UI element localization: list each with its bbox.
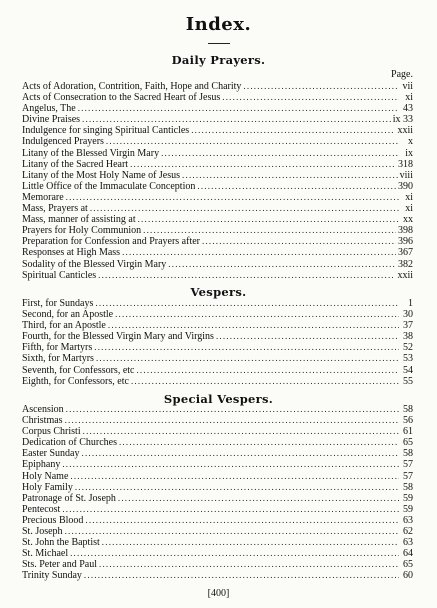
index-entry	[22, 259, 413, 270]
entry-page-number: 53	[403, 353, 413, 365]
index-entry	[22, 570, 413, 581]
dot-leader	[106, 136, 399, 147]
entry-page-number: 57	[403, 459, 413, 471]
dot-leader	[90, 203, 399, 214]
entry-page-number: xxii	[397, 269, 413, 281]
entry-label: Holy Name	[22, 470, 69, 482]
entry-page-number: 382	[398, 258, 413, 270]
entry-page-number: 59	[403, 492, 413, 504]
dot-leader	[243, 81, 399, 92]
index-entry	[22, 298, 413, 309]
entry-label: St. Michael	[22, 548, 69, 560]
entry-label: Indulgenced Prayers	[22, 136, 104, 148]
entry-page-number: 367	[398, 247, 413, 259]
dot-leader	[222, 92, 399, 103]
entry-page-number: 59	[403, 503, 413, 515]
dot-leader	[168, 259, 396, 270]
entry-page-number: 63	[403, 514, 413, 526]
index-entry	[22, 214, 413, 225]
index-entry	[22, 236, 413, 247]
dot-leader	[66, 404, 399, 415]
index-entry	[22, 548, 413, 559]
index-entry	[22, 353, 413, 364]
index-entry	[22, 376, 413, 387]
dot-leader	[83, 426, 399, 437]
index-entry	[22, 148, 413, 159]
dot-leader	[82, 448, 400, 459]
entry-label: Sixth, for Martyrs	[22, 353, 94, 365]
entry-page-number: ix 33	[392, 114, 413, 126]
entry-page-number: 61	[403, 426, 413, 438]
index-entry	[22, 81, 413, 92]
entry-label: Acts of Consecration to the Sacred Heart of Jesus	[22, 92, 221, 104]
index-entry	[22, 448, 413, 459]
index-entry	[22, 459, 413, 470]
entry-page-number: ix	[405, 147, 413, 159]
entry-label: Easter Sunday	[22, 448, 80, 460]
index-entry	[22, 493, 413, 504]
dot-leader	[94, 342, 399, 353]
entry-page-number: 55	[403, 375, 413, 387]
page-number: [400]	[207, 588, 230, 599]
daily-prayers-list	[22, 81, 413, 281]
dot-leader	[108, 320, 399, 331]
dot-leader	[65, 526, 399, 537]
entry-page-number: xi	[405, 92, 413, 104]
dot-leader	[197, 181, 396, 192]
index-entry	[22, 504, 413, 515]
entry-page-number: 63	[403, 537, 413, 549]
entry-label: Trinity Sunday	[22, 570, 82, 582]
entry-label: Litany of the Blessed Virgin Mary	[22, 147, 160, 159]
index-entry	[22, 342, 413, 353]
dot-leader	[98, 270, 395, 281]
entry-page-number: 396	[398, 236, 413, 248]
entry-label: Third, for an Apostle	[22, 320, 106, 332]
section-heading-special-vespers: Special Vespers.	[163, 392, 274, 406]
index-entry	[22, 437, 413, 448]
dot-leader	[70, 471, 399, 482]
dot-leader	[99, 559, 399, 570]
entry-label: Little Office of the Immaculate Conception	[22, 180, 196, 192]
entry-page-number: 65	[403, 559, 413, 571]
entry-page-number: 58	[403, 448, 413, 460]
entry-page-number: viii	[399, 169, 413, 181]
entry-page-number: 58	[403, 404, 413, 415]
entry-page-number: 398	[398, 225, 413, 237]
index-entry	[22, 159, 413, 170]
entry-label: Second, for an Apostle	[22, 309, 114, 321]
entry-label: Litany of the Most Holy Name of Jesus	[22, 169, 181, 181]
entry-page-number: 43	[403, 103, 413, 115]
title-rule	[208, 43, 230, 44]
entry-label: Responses at High Mass	[22, 247, 121, 259]
entry-page-number: 390	[398, 180, 413, 192]
entry-page-number: x	[408, 136, 413, 148]
dot-leader	[65, 415, 399, 426]
vespers-list	[22, 298, 413, 387]
dot-leader	[84, 570, 399, 581]
entry-label: Divine Praises	[22, 114, 81, 126]
page-title: Index.	[185, 14, 252, 35]
dot-leader	[161, 148, 399, 159]
entry-page-number: 57	[403, 470, 413, 482]
entry-page-number: 60	[403, 570, 413, 582]
index-entry	[22, 225, 413, 236]
index-entry	[22, 181, 413, 192]
entry-page-number: xx	[403, 214, 413, 226]
entry-page-number: 52	[403, 342, 413, 354]
dot-leader	[115, 309, 399, 320]
dot-leader	[202, 236, 396, 247]
index-entry	[22, 247, 413, 258]
index-entry	[22, 331, 413, 342]
entry-label: First, for Sundays	[22, 298, 94, 309]
dot-leader	[102, 537, 399, 548]
index-entry	[22, 103, 413, 114]
entry-label: Seventh, for Confessors, etc	[22, 364, 135, 376]
entry-label: Pentecost	[22, 503, 61, 515]
index-entry	[22, 170, 413, 181]
dot-leader	[136, 365, 399, 376]
entry-label: Spiritual Canticles	[22, 269, 97, 281]
entry-label: Litany of the Sacred Heart	[22, 158, 129, 170]
entry-label: Holy Family	[22, 481, 73, 493]
entry-page-number: 64	[403, 548, 413, 560]
entry-page-number: 54	[403, 364, 413, 376]
entry-page-number: 38	[403, 331, 413, 343]
dot-leader	[131, 376, 399, 387]
entry-label: Patronage of St. Joseph	[22, 492, 116, 504]
entry-label: Fourth, for the Blessed Virgin Mary and Virgins	[22, 331, 214, 343]
page-column-label: Page.	[391, 69, 413, 80]
entry-page-number: xxii	[397, 125, 413, 137]
entry-label: Indulgence for singing Spiritual Canticles	[22, 125, 190, 137]
dot-leader	[143, 225, 396, 236]
index-entry	[22, 320, 413, 331]
index-entry	[22, 125, 413, 136]
index-entry	[22, 426, 413, 437]
dot-leader	[66, 192, 399, 203]
entry-page-number: 37	[403, 320, 413, 332]
entry-label: Angelus, The	[22, 103, 76, 115]
dot-leader	[119, 437, 399, 448]
dot-leader	[62, 504, 399, 515]
section-heading-vespers: Vespers.	[190, 285, 247, 299]
index-entry	[22, 309, 413, 320]
entry-label: St. Joseph	[22, 526, 63, 538]
entry-page-number: vii	[402, 81, 413, 92]
entry-label: Acts of Adoration, Contrition, Faith, Hope and Charity	[22, 81, 242, 92]
dot-leader	[78, 103, 399, 114]
entry-label: Memorare	[22, 191, 64, 203]
index-entry	[22, 114, 413, 125]
entry-page-number: 58	[403, 481, 413, 493]
index-entry	[22, 365, 413, 376]
index-entry	[22, 526, 413, 537]
index-entry	[22, 192, 413, 203]
entry-page-number: 62	[403, 526, 413, 538]
dot-leader	[95, 298, 399, 309]
entry-label: Christmas	[22, 415, 63, 427]
dot-leader	[122, 247, 396, 258]
entry-label: Epiphany	[22, 459, 61, 471]
index-entry	[22, 515, 413, 526]
dot-leader	[62, 459, 399, 470]
dot-leader	[130, 159, 396, 170]
entry-label: Precious Blood	[22, 514, 84, 526]
entry-page-number: 65	[403, 437, 413, 449]
index-entry	[22, 136, 413, 147]
entry-label: St. John the Baptist	[22, 537, 100, 549]
entry-page-number: xi	[405, 203, 413, 215]
index-entry	[22, 92, 413, 103]
special-vespers-list	[22, 404, 413, 582]
entry-page-number: 318	[398, 158, 413, 170]
section-heading-daily-prayers: Daily Prayers.	[171, 53, 266, 67]
entry-label: Corpus Christi	[22, 426, 81, 438]
index-entry	[22, 559, 413, 570]
dot-leader	[96, 353, 399, 364]
entry-page-number: 1	[408, 298, 413, 309]
entry-label: Prayers for Holy Communion	[22, 225, 142, 237]
entry-label: Ascension	[22, 404, 64, 415]
entry-label: Eighth, for Confessors, etc	[22, 375, 129, 387]
entry-label: Mass, Prayers at	[22, 203, 88, 215]
entry-label: Sts. Peter and Paul	[22, 559, 97, 571]
entry-label: Sodality of the Blessed Virgin Mary	[22, 258, 167, 270]
index-entry	[22, 415, 413, 426]
dot-leader	[182, 170, 398, 181]
dot-leader	[85, 515, 399, 526]
dot-leader	[82, 114, 391, 125]
index-entry	[22, 471, 413, 482]
dot-leader	[191, 125, 395, 136]
entry-label: Mass, manner of assisting at	[22, 214, 136, 226]
index-entry	[22, 537, 413, 548]
index-entry	[22, 404, 413, 415]
entry-label: Preparation for Confession and Prayers after	[22, 236, 200, 248]
index-entry	[22, 482, 413, 493]
dot-leader	[216, 331, 399, 342]
index-entry	[22, 270, 413, 281]
index-entry	[22, 203, 413, 214]
dot-leader	[70, 548, 399, 559]
entry-page-number: 56	[403, 415, 413, 427]
entry-page-number: 30	[403, 309, 413, 321]
dot-leader	[138, 214, 399, 225]
entry-label: Dedication of Churches	[22, 437, 117, 449]
dot-leader	[118, 493, 399, 504]
entry-page-number: xi	[405, 191, 413, 203]
dot-leader	[75, 482, 399, 493]
entry-label: Fifth, for Martyrs	[22, 342, 93, 354]
